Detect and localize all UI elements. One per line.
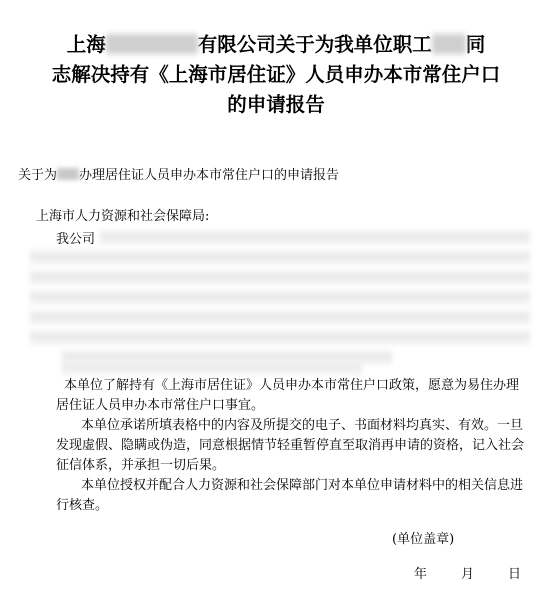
redacted-subject-name [57, 168, 79, 180]
subject-prefix: 关于为 [18, 168, 58, 183]
date-line [414, 563, 521, 582]
date-day: 日 [508, 567, 522, 582]
redacted-company-name [106, 34, 198, 54]
seal-label: (单位盖章) [392, 532, 455, 547]
subject-suffix: 办理居住证人员申办本市常住户口的申请报告 [79, 168, 340, 183]
document-body [56, 376, 526, 516]
intro-text: 我公司 [56, 232, 96, 247]
paragraph-policy: 本单位了解持有《上海市居住证》人员申办本市常住户口政策，愿意为易住办理居住证人员申办本市常住户口事宜。 [56, 378, 520, 413]
redacted-paragraph [30, 310, 530, 324]
title-line-3: 的申请报告 [227, 93, 325, 116]
redacted-employee-name [432, 34, 466, 54]
redacted-paragraph [30, 290, 530, 304]
subject-line [18, 164, 339, 183]
date-month: 月 [461, 567, 475, 582]
redacted-paragraph [30, 330, 530, 344]
addressee: 上海市人力资源和社会保障局: [36, 209, 210, 224]
redacted-paragraph [30, 270, 530, 284]
title-part-3: 同 [465, 33, 486, 56]
title-part-1: 上海 [66, 33, 106, 56]
title-line-1 [0, 30, 552, 60]
paragraph-authorization: 本单位授权并配合人力资源和社会保障部门对本单位申请材料中的相关信息进行核查。 [56, 478, 524, 513]
redacted-paragraph [100, 230, 530, 244]
date-year: 年 [414, 567, 428, 582]
title-part-2: 有限公司关于为我单位职工 [197, 33, 432, 56]
title-line-2: 志解决持有《上海市居住证》人员申办本市常住户口 [51, 63, 501, 86]
redacted-paragraph [62, 350, 392, 364]
redacted-paragraph [30, 250, 530, 264]
paragraph-commitment: 本单位承诺所填表格中的内容及所提交的电子、书面材料均真实、有效。一旦发现虚假、隐瞒或伪造，同意根据情节轻重暂停直至取消再申请的资格，记入社会征信体系，并承担一切后果。 [56, 418, 525, 473]
redacted-paragraph [62, 364, 362, 374]
document-title [0, 30, 552, 120]
